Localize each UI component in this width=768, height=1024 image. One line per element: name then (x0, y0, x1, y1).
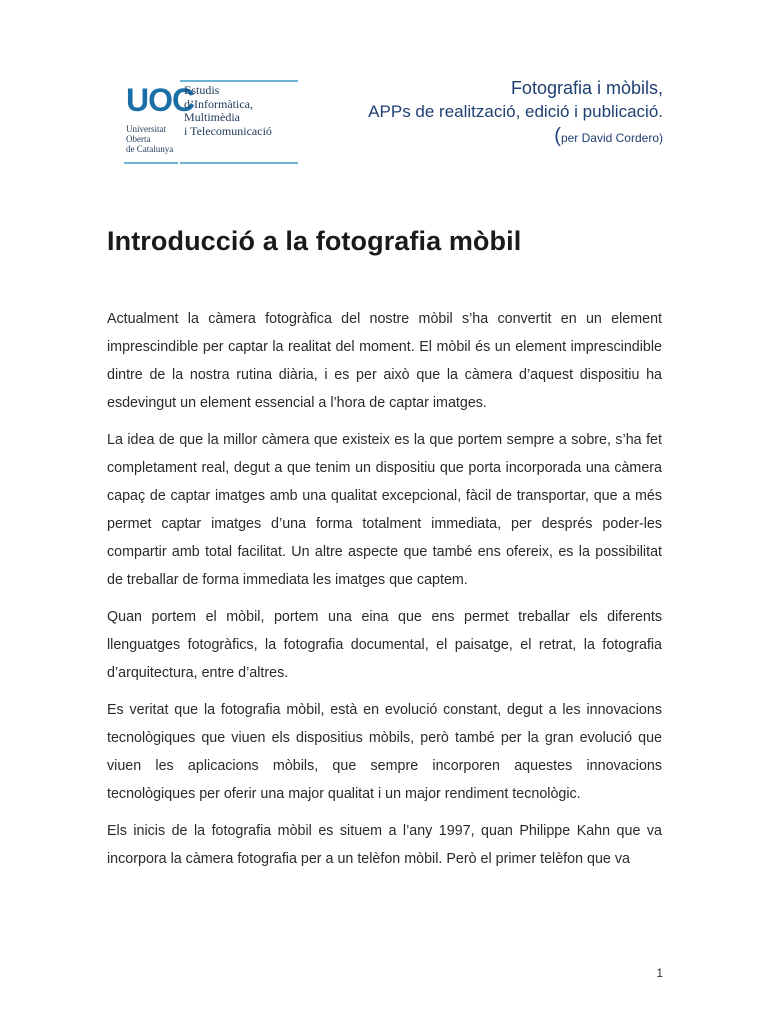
paragraph: Es veritat que la fotografia mòbil, està en evolució constant, degut a les innovacions tecnològiques que viuen els dispositius mòbils, però també per la gran evolució que viuen les aplicacions mòbils, que sempre incorporen aquestes innovacions tecnològiques per oferir una major qualitat i un major rendiment tecnològic. (107, 702, 662, 802)
page-title: Introducció a la fotografia mòbil (107, 226, 522, 256)
header-author-paren: ( (554, 125, 561, 147)
logo-rule-bottom (180, 162, 298, 164)
logo-studies-line: Estudis (184, 83, 220, 97)
page-number: 1 (656, 966, 663, 980)
logo-rule-top (180, 80, 298, 82)
uoc-logo (124, 80, 300, 168)
paragraph: La idea de que la millor càmera que existeix es la que portem sempre a sobre, s’ha fet completament real, degut a que tenim un dispositiu que porta incorporada una càmera capaç de captar imatges amb una qualitat excepcional, fàcil de transportar, que a més permet captar imatges d’una forma totalment immediata, per després poder-les compartir amb total facilitat. Un altre aspecte que també ens ofereix, es la possibilitat de treballar de forma immediata les imatges que captem. (107, 432, 662, 588)
logo-university-line: Oberta (126, 134, 151, 144)
paragraph: Quan portem el mòbil, portem una eina que ens permet treballar els diferents llenguatges fotogràfics, la fotografia documental, el paisatge, el retrat, la fotografia d’arquitectura, entre d’altres. (107, 609, 662, 681)
logo-university-name (126, 124, 182, 154)
logo-studies-line: d’Informàtica, (184, 96, 253, 111)
logo-mark-text: UOC (126, 82, 195, 118)
paragraph: Actualment la càmera fotogràfica del nostre mòbil s’ha convertit en un element imprescindible per captar la realitat del moment. El mòbil és un element imprescindible dintre de la nostra rutina diària, i es per això que la càmera d’aquest dispositiu ha esdevingut un element essencial a l’hora de captar imatges. (107, 311, 662, 411)
document-body (107, 305, 662, 882)
logo-studies-line: Multimèdia (184, 110, 240, 124)
header-subtitle: APPs de realització, edició i publicació. (368, 102, 663, 121)
logo-university-line: de Catalunya (126, 144, 174, 154)
header-author-text: per David Cordero) (560, 131, 663, 145)
header-title: Fotografia i mòbils, (510, 78, 663, 98)
document-header (368, 76, 663, 150)
logo-rule-left (124, 162, 178, 164)
logo-studies-name (184, 84, 272, 138)
paragraph: Els inicis de la fotografia mòbil es situem a l’any 1997, quan Philippe Kahn que va incorpora la càmera fotografia per a un telèfon mòbil. Però el primer telèfon que va (107, 823, 662, 867)
logo-university-line: Universitat (126, 124, 166, 134)
logo-studies-line: i Telecomunicació (184, 123, 272, 138)
header-author (368, 124, 663, 150)
